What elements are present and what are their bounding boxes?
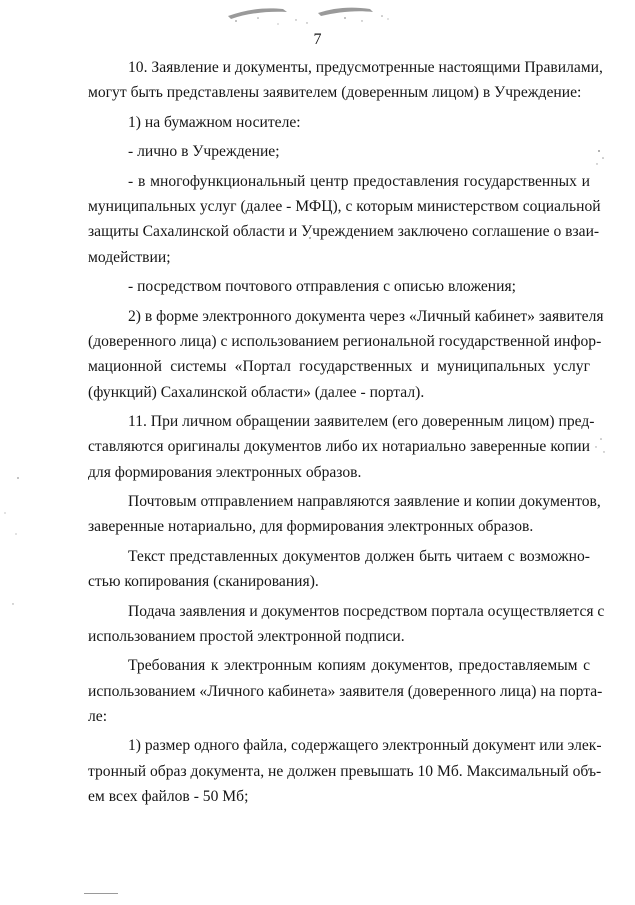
text-line: использованием простой электронной подписи. [88,627,405,645]
page-number: 7 [313,31,322,48]
text-line: 1) на бумажном носителе: [128,113,301,131]
text-line: ле: [88,708,108,725]
text-line: ставляются оригиналы документов либо их нотариально заверенные копии [88,438,590,456]
text-line: 10. Заявление и документы, предусмотренные настоящими Правилами, [128,59,603,76]
text-line: - лично в Учреждение; [128,143,280,161]
text-line: защиты Сахалинской области и Учреждением заключено соглашение о взаи- [88,223,600,241]
text-line: - посредством почтового отправления с описью вложения; [128,278,517,296]
text-line: модействии; [88,248,171,266]
text-line: муниципальных услуг (далее - МФЦ), с которым министерством социальной [88,198,601,216]
text-line: мационной системы «Портал государственных и муниципальных услуг [88,358,590,376]
text-line: (функций) Сахалинской области» (далее - портал). [88,383,425,401]
text-line: Текст представленных документов должен быть читаем с возможно- [128,547,590,565]
text-line: 2) в форме электронного документа через «Личный кабинет» заявителя [128,307,604,325]
text-line: тронный образ документа, не должен превышать 10 Мб. Максимальный объ- [88,762,602,780]
text-line: использованием «Личного кабинета» заявителя (доверенного лица) на порта- [88,682,603,700]
text-line: могут быть представлены заявителем (доверенным лицом) в Учреждение: [88,84,582,102]
text-line: - в многофункциональный центр предоставления государственных и [128,172,590,190]
text-line: Подача заявления и документов посредством портала осуществляется с [128,602,605,620]
text-line: 11. При личном обращении заявителем (его доверенным лицом) пред- [128,412,595,430]
text-line: ем всех файлов - 50 Мб; [88,788,249,806]
document-body [88,55,605,809]
text-line: Почтовым отправлением направляются заявление и копии документов, [128,493,601,511]
text-line: Требования к электронным копиям документов, предоставляемым с [128,657,590,675]
text-line: для формирования электронных образов. [88,463,362,481]
text-line: стью копирования (сканирования). [88,573,319,591]
text-line: заверенные нотариально, для формирования электронных образов. [88,518,534,536]
text-line: (доверенного лица) с использованием региональной государственной инфор- [88,332,602,350]
text-line: 1) размер одного файла, содержащего электронный документ или элек- [128,737,602,755]
